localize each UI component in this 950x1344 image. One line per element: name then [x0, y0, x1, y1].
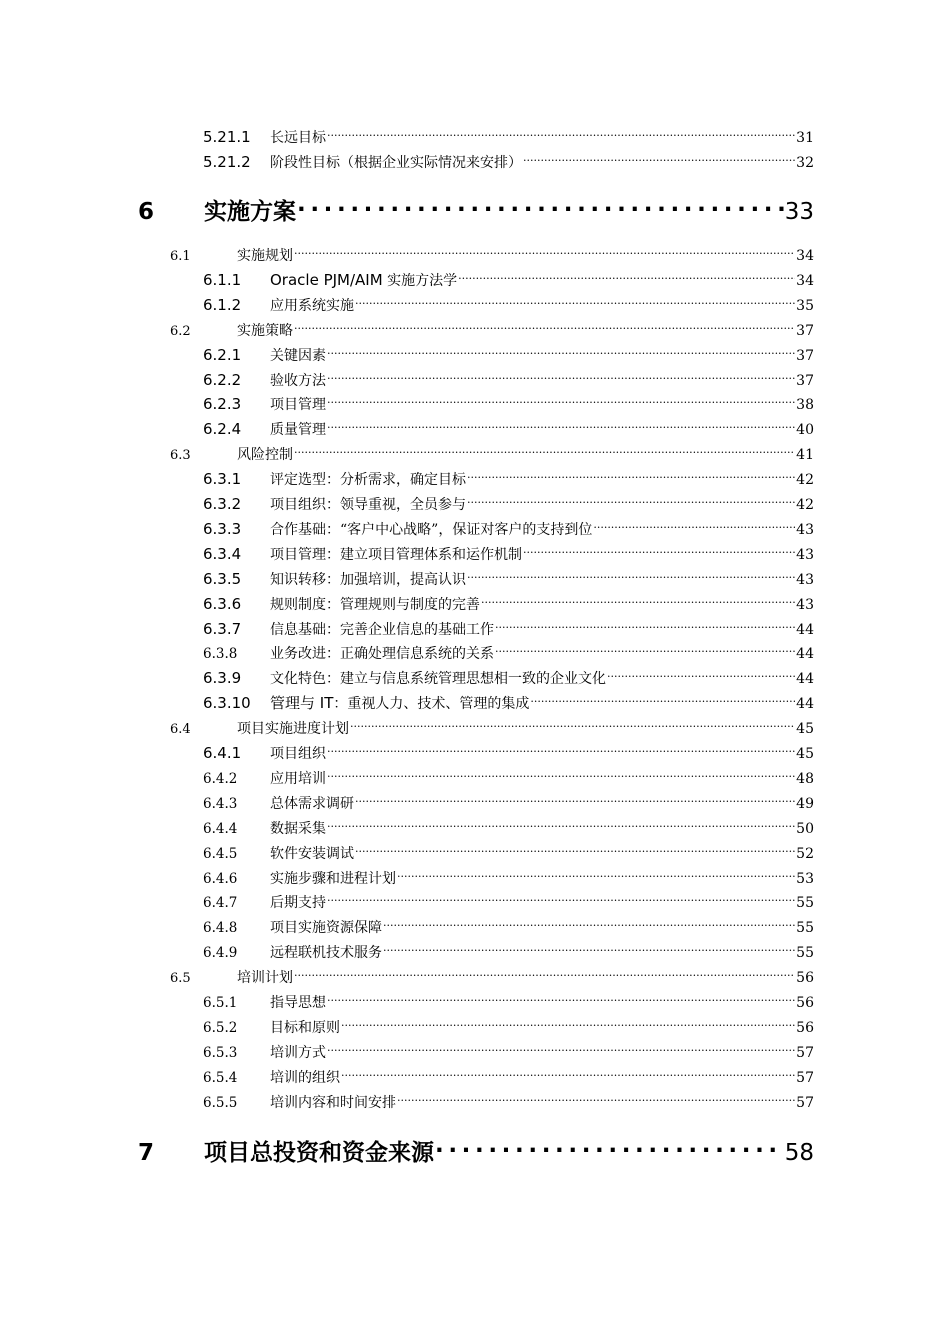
toc-leader-dots — [294, 964, 795, 982]
toc-title: 实施方案 — [204, 199, 296, 225]
toc-page-number: 44 — [796, 621, 814, 638]
toc-number: 6.4.6 — [203, 870, 238, 887]
toc-number: 6.3.4 — [203, 544, 242, 563]
toc-number: 5.21.2 — [203, 152, 251, 171]
toc-page-number: 49 — [796, 795, 814, 812]
toc-subsection-entry[interactable] — [203, 740, 814, 764]
toc-number: 6.2.3 — [203, 395, 242, 414]
toc-page-number: 55 — [796, 895, 814, 912]
toc-title: 总体需求调研 — [270, 795, 354, 812]
toc-title: 评定选型：分析需求，确定目标 — [270, 472, 466, 489]
toc-subsection-entry[interactable] — [203, 665, 814, 689]
toc-leader-dots — [341, 1014, 795, 1032]
toc-title: 应用培训 — [270, 770, 326, 787]
toc-number: 6.4.4 — [203, 820, 238, 837]
toc-title: 关键因素 — [270, 347, 326, 364]
toc-title — [270, 270, 457, 290]
toc-title: 实施策略 — [237, 322, 293, 339]
toc-title: 目标和原则 — [270, 1019, 340, 1036]
toc-leader-dots — [327, 342, 795, 360]
toc-title: 实施规划 — [237, 248, 293, 264]
toc-leader-dots — [294, 441, 795, 459]
toc-page-number: 56 — [796, 970, 814, 987]
toc-page-number: 31 — [796, 130, 814, 146]
toc-title: 远程联机技术服务 — [270, 945, 382, 962]
toc-title: 规则制度：管理规则与制度的完善 — [270, 596, 480, 613]
toc-title: 培训内容和时间安排 — [270, 1094, 396, 1111]
toc-subsection-entry[interactable] — [203, 815, 814, 839]
toc-number: 6.3.2 — [203, 495, 242, 513]
toc-subsection-entry[interactable] — [203, 865, 814, 889]
toc-page-number: 37 — [796, 372, 814, 389]
toc-subsection-entry[interactable] — [203, 1089, 814, 1113]
toc-subsection-entry[interactable] — [203, 1014, 814, 1038]
toc-page-number: 37 — [796, 322, 814, 339]
toc-section-entry[interactable] — [170, 964, 814, 988]
toc-subsection-entry[interactable] — [203, 889, 814, 913]
toc-number: 6.5.1 — [203, 995, 238, 1011]
toc-leader-dots — [523, 149, 795, 167]
toc-page-number: 45 — [796, 746, 814, 762]
toc-page-number: 50 — [796, 820, 814, 837]
toc-leader-dots — [495, 640, 795, 658]
toc-number: 6.5 — [170, 971, 191, 987]
toc-leader-dots — [523, 541, 795, 559]
toc-leader-dots — [593, 516, 795, 534]
toc-title: 项目管理：建立项目管理体系和运作机制 — [270, 546, 522, 563]
toc-subsection-entry[interactable] — [203, 790, 814, 814]
toc-subsection-entry[interactable] — [203, 840, 814, 864]
toc-title: 信息基础：完善企业信息的基础工作 — [270, 621, 494, 638]
toc-title: 合作基础：“客户中心战略”，保证对客户的支持到位 — [270, 521, 593, 538]
toc-leader-dots — [467, 566, 795, 584]
toc-leader-dots — [435, 1134, 784, 1160]
toc-title: 培训的组织 — [270, 1069, 340, 1086]
toc-page-number: 42 — [796, 472, 814, 489]
toc-page-number: 52 — [796, 845, 814, 862]
toc-title-text: ：重视人力、技术、管理的集成 — [333, 696, 530, 713]
toc-subsection-entry[interactable] — [203, 491, 814, 515]
toc-number: 6.3.9 — [203, 669, 242, 688]
toc-page-number: 33 — [784, 199, 814, 225]
toc-number: 6.3.6 — [203, 594, 242, 613]
toc-subsection-entry[interactable] — [203, 149, 814, 173]
toc-title-text: 实施方法学 — [382, 272, 458, 289]
toc-subsection-entry[interactable] — [203, 640, 814, 664]
toc-page-number: 57 — [796, 1044, 814, 1061]
toc-leader-dots — [327, 989, 795, 1007]
toc-title: 项目实施进度计划 — [237, 721, 349, 738]
toc-title: 应用系统实施 — [270, 297, 354, 314]
toc-number: 6.4.9 — [203, 945, 238, 962]
toc-title: 阶段性目标（根据企业实际情况来安排） — [270, 154, 522, 171]
toc-title: 数据采集 — [270, 820, 326, 837]
toc-subsection-entry[interactable] — [203, 591, 814, 615]
toc-number: 6.4.1 — [203, 744, 242, 762]
toc-subsection-entry[interactable] — [203, 466, 814, 490]
toc-title: 项目管理 — [270, 397, 326, 414]
toc-leader-dots — [327, 124, 795, 142]
toc-number: 6.4 — [170, 722, 191, 738]
toc-subsection-entry[interactable] — [203, 516, 814, 540]
toc-page-number: 53 — [796, 870, 814, 887]
toc-leader-dots — [294, 317, 795, 335]
toc-leader-dots — [397, 1089, 795, 1107]
toc-page-number: 43 — [796, 596, 814, 613]
toc-subsection-entry[interactable] — [203, 416, 814, 440]
toc-number: 6.4.7 — [203, 895, 238, 912]
toc-page-number: 32 — [796, 154, 814, 171]
toc-page-number: 45 — [796, 721, 814, 738]
toc-page-number: 40 — [796, 422, 814, 439]
toc-leader-dots — [397, 865, 795, 883]
toc-number: 6.5.5 — [203, 1094, 238, 1111]
toc-page-number: 34 — [796, 272, 814, 289]
toc-title: 风险控制 — [237, 447, 293, 464]
toc-page-number: 56 — [796, 1019, 814, 1036]
toc-title: 软件安装调试 — [270, 845, 354, 862]
toc-page-number: 55 — [796, 920, 814, 937]
toc-subsection-entry[interactable] — [203, 292, 814, 316]
toc-leader-dots — [294, 242, 795, 260]
toc-subsection-entry[interactable] — [203, 541, 814, 565]
toc-leader-dots — [327, 391, 795, 409]
toc-title: 培训方式 — [270, 1044, 326, 1061]
toc-number: 6.1.1 — [203, 270, 242, 289]
toc-number: 5.21.1 — [203, 128, 251, 146]
toc-leader-dots — [297, 193, 784, 219]
toc-page-number: 56 — [796, 995, 814, 1011]
toc-title-prefix: Oracle PJM/AIM — [270, 270, 383, 289]
toc-number: 6.1.2 — [203, 295, 242, 314]
toc-leader-dots — [341, 1064, 795, 1082]
toc-title: 项目总投资和资金来源 — [204, 1140, 434, 1166]
toc-number: 6 — [138, 199, 155, 225]
toc-leader-dots — [355, 840, 795, 858]
toc-page-number: 44 — [796, 671, 814, 688]
toc-subsection-entry[interactable] — [203, 267, 814, 291]
toc-title: 业务改进：正确处理信息系统的关系 — [270, 646, 494, 663]
toc-number: 6.3.5 — [203, 569, 242, 588]
toc-subsection-entry[interactable] — [203, 765, 814, 789]
toc-leader-dots — [383, 939, 795, 957]
toc-subsection-entry[interactable] — [203, 616, 814, 640]
toc-page-number: 44 — [796, 646, 814, 663]
toc-page-number: 57 — [796, 1069, 814, 1086]
toc-subsection-entry[interactable] — [203, 1064, 814, 1088]
toc-subsection-entry[interactable] — [203, 939, 814, 963]
toc-number: 6.3.3 — [203, 519, 242, 538]
toc-leader-dots — [327, 740, 795, 758]
toc-subsection-entry[interactable] — [203, 690, 814, 714]
toc-subsection-entry[interactable] — [203, 566, 814, 590]
toc-title: 长远目标 — [270, 130, 326, 146]
toc-title: 验收方法 — [270, 372, 326, 389]
toc-subsection-entry[interactable] — [203, 1039, 814, 1063]
toc-title: 知识转移：加强培训，提高认识 — [270, 571, 466, 588]
toc-page-number: 55 — [796, 945, 814, 962]
toc-page-number: 38 — [796, 397, 814, 414]
toc-leader-dots — [481, 591, 795, 609]
toc-subsection-entry[interactable] — [203, 914, 814, 938]
toc-page-number: 58 — [784, 1140, 814, 1166]
toc-page-number: 43 — [796, 521, 814, 538]
toc-number: 6.2.1 — [203, 345, 242, 364]
toc-leader-dots — [350, 715, 795, 733]
toc-number: 6.2.4 — [203, 420, 242, 439]
toc-subsection-entry[interactable] — [203, 367, 814, 391]
toc-number: 6.5.4 — [203, 1069, 238, 1086]
toc-subsection-entry[interactable] — [203, 124, 814, 148]
toc-number: 6.3.7 — [203, 619, 242, 638]
toc-leader-dots — [327, 1039, 795, 1057]
toc-number: 6.5.2 — [203, 1019, 238, 1036]
toc-page-number: 43 — [796, 546, 814, 563]
toc-leader-dots — [467, 491, 795, 509]
toc-title-prefix: 管理与 IT — [270, 694, 334, 713]
toc-title — [270, 692, 529, 713]
toc-title: 实施步骤和进程计划 — [270, 870, 396, 887]
toc-title: 项目实施资源保障 — [270, 920, 382, 937]
toc-title: 文化特色：建立与信息系统管理思想相一致的企业文化 — [270, 671, 606, 688]
toc-number: 6.4.8 — [203, 920, 238, 937]
toc-leader-dots — [355, 292, 795, 310]
toc-number: 6.2.2 — [203, 370, 242, 389]
toc-subsection-entry[interactable] — [203, 342, 814, 366]
toc-chapter-entry[interactable] — [138, 193, 814, 227]
toc-subsection-entry[interactable] — [203, 989, 814, 1013]
toc-subsection-entry[interactable] — [203, 391, 814, 415]
toc-leader-dots — [327, 889, 795, 907]
toc-title: 项目组织 — [270, 746, 326, 762]
toc-number: 6.5.3 — [203, 1044, 238, 1061]
toc-number: 6.4.2 — [203, 770, 238, 787]
toc-leader-dots — [383, 914, 795, 932]
toc-leader-dots — [327, 765, 795, 783]
toc-section-entry[interactable] — [170, 715, 814, 739]
toc-page-number: 42 — [796, 497, 814, 513]
toc-number: 6.1 — [170, 249, 191, 264]
toc-number: 6.4.3 — [203, 795, 238, 812]
toc-title: 培训计划 — [237, 970, 293, 987]
toc-page-number: 34 — [796, 248, 814, 264]
toc-number: 6.3.10 — [203, 694, 251, 713]
toc-leader-dots — [467, 466, 795, 484]
toc-number: 6.3 — [170, 448, 191, 464]
toc-page-number: 48 — [796, 770, 814, 787]
toc-section-entry[interactable] — [170, 317, 814, 341]
toc-leader-dots — [355, 790, 795, 808]
toc-leader-dots — [327, 416, 795, 434]
toc-number: 6.3.1 — [203, 470, 242, 489]
toc-chapter-entry[interactable] — [138, 1134, 814, 1168]
toc-page-number: 37 — [796, 347, 814, 364]
toc-number: 6.4.5 — [203, 845, 238, 862]
toc-title: 项目组织：领导重视，全员参与 — [270, 497, 466, 513]
toc-number: 6.2 — [170, 323, 191, 339]
toc-page-number: 44 — [796, 696, 814, 713]
toc-page-number: 41 — [796, 447, 814, 464]
toc-title: 指导思想 — [270, 995, 326, 1011]
toc-leader-dots — [458, 267, 795, 285]
toc-number: 7 — [138, 1140, 155, 1166]
toc-page-number: 35 — [796, 297, 814, 314]
toc-page-number: 43 — [796, 571, 814, 588]
toc-section-entry[interactable] — [170, 441, 814, 465]
toc-number: 6.3.8 — [203, 646, 238, 663]
toc-leader-dots — [530, 690, 795, 708]
toc-title: 后期支持 — [270, 895, 326, 912]
toc-page-number: 57 — [796, 1094, 814, 1111]
toc-leader-dots — [327, 367, 795, 385]
toc-section-entry[interactable] — [170, 242, 814, 266]
toc-title: 质量管理 — [270, 422, 326, 439]
toc-leader-dots — [327, 815, 795, 833]
toc-leader-dots — [495, 616, 795, 634]
toc-leader-dots — [607, 665, 795, 683]
